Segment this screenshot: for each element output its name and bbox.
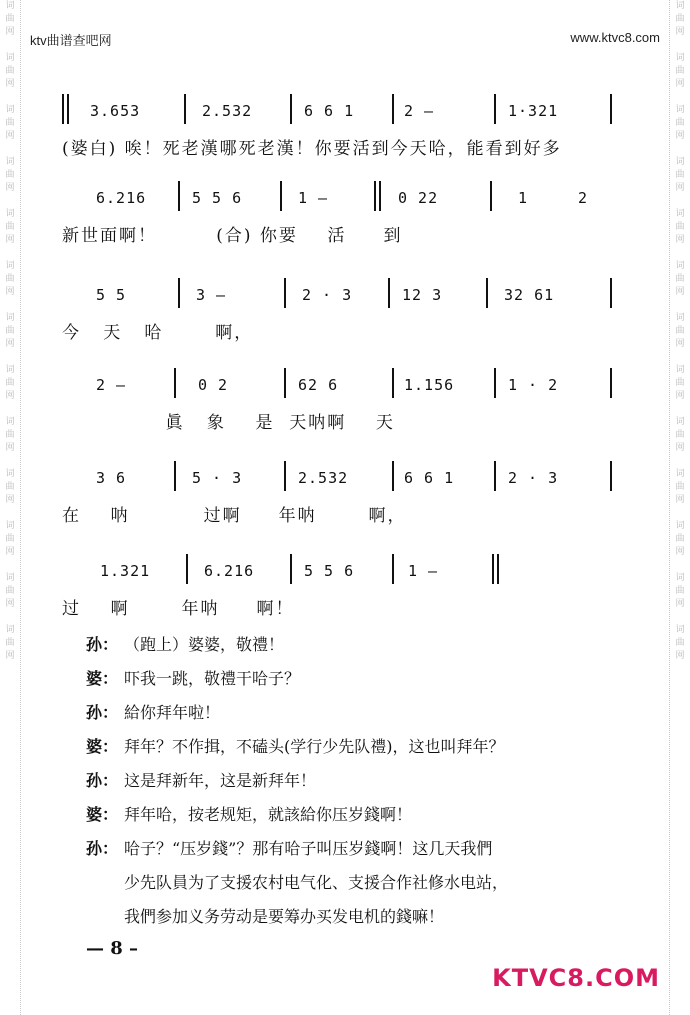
side-mark-glyph: 曲 [5,638,15,648]
side-mark-glyph: 曲 [675,118,685,128]
side-mark-glyph: 网 [5,235,15,245]
side-mark-glyph: 曲 [675,274,685,284]
side-mark-glyph: 网 [5,183,15,193]
measure: 1 [518,189,529,207]
measure: 2 · 3 [508,469,559,487]
side-mark-glyph: 曲 [5,222,15,232]
side-mark-glyph: 曲 [675,430,685,440]
side-mark-glyph: 词 [675,521,685,531]
measure: 5 5 6 [304,562,355,580]
right-margin-watermark [669,0,690,1015]
side-mark-gap [670,559,690,572]
score-line-3 [62,272,622,348]
side-mark-gap [670,247,690,260]
dialogue-line [86,900,646,934]
side-mark-gap [0,39,20,52]
side-mark-gap [670,351,690,364]
side-mark-glyph: 曲 [675,586,685,596]
site-name-left: ktv曲谱查吧网 [30,33,112,48]
measure: 5 · 3 [192,469,243,487]
dialogue-line [86,764,646,798]
side-mark-glyph: 曲 [5,66,15,76]
dialogue-line [86,866,646,900]
side-mark-glyph: 词 [675,469,685,479]
side-mark-gap [670,195,690,208]
side-mark-gap [0,559,20,572]
side-mark-gap [0,195,20,208]
side-mark-glyph: 网 [675,599,685,609]
side-mark-glyph: 词 [675,157,685,167]
speaker: 孙： [86,703,119,722]
side-mark-gap [0,299,20,312]
side-mark-glyph: 曲 [675,14,685,24]
side-mark-glyph: 词 [675,417,685,427]
dialogue-line [86,832,646,866]
line-text: 这是拜新年，这是新拜年！ [124,771,317,790]
side-mark-glyph: 曲 [675,482,685,492]
side-mark-glyph: 网 [5,339,15,349]
side-mark-glyph: 词 [5,157,15,167]
side-mark-glyph: 曲 [5,534,15,544]
side-mark-gap [0,247,20,260]
lyrics-line: 新世面啊！ (合) 你要 活 到 [62,226,403,246]
side-mark-glyph: 词 [5,209,15,219]
side-mark-gap [670,507,690,520]
side-mark-glyph: 网 [5,547,15,557]
dialogue-line [86,628,646,662]
side-mark-gap [0,611,20,624]
speaker: 婆： [86,669,119,688]
measure: 3 — [196,286,227,304]
score-line-6 [62,548,622,624]
side-mark-glyph: 网 [675,443,685,453]
side-mark-glyph: 词 [5,417,15,427]
side-mark-glyph: 词 [675,365,685,375]
side-mark-gap [0,403,20,416]
side-mark-glyph: 曲 [5,274,15,284]
side-mark-glyph: 网 [5,79,15,89]
side-mark-gap [670,143,690,156]
side-mark-glyph: 曲 [5,170,15,180]
speaker: 孙： [86,635,119,654]
side-mark-glyph: 曲 [675,222,685,232]
side-mark-glyph: 词 [675,261,685,271]
side-mark-glyph: 词 [5,625,15,635]
measure: 2.532 [202,102,253,120]
line-text: 拜年哈，按老规矩，就該給你压岁錢啊！ [124,805,413,824]
side-mark-glyph: 词 [675,53,685,63]
line-text: 拜年？不作揖，不磕头(学行少先队禮)，这也叫拜年？ [124,737,505,756]
side-mark-glyph: 曲 [675,638,685,648]
side-mark-glyph: 词 [675,625,685,635]
side-mark-glyph: 曲 [5,118,15,128]
side-mark-glyph: 词 [5,261,15,271]
side-mark-gap [0,143,20,156]
measure: 2.532 [298,469,349,487]
side-mark-glyph: 网 [675,391,685,401]
speaker: 孙： [86,839,119,858]
score-line-2 [62,175,622,251]
lyrics-line: 在 呐 过啊 年呐 啊， [62,506,407,526]
side-mark-gap [670,39,690,52]
side-mark-glyph: 网 [675,495,685,505]
page-number: — 8 – [86,938,139,959]
lyrics-line: (婆白) 唉！死老漢哪死老漢！你要活到今天哈，能看到好多 [62,139,562,159]
side-mark-glyph: 网 [675,339,685,349]
side-mark-glyph: 网 [5,443,15,453]
side-mark-glyph: 词 [5,469,15,479]
side-mark-glyph: 曲 [5,430,15,440]
side-mark-glyph: 网 [5,599,15,609]
measure: 1·321 [508,102,559,120]
side-mark-glyph: 词 [5,105,15,115]
side-mark-glyph: 曲 [675,534,685,544]
score-line-1 [62,88,622,164]
side-mark-glyph: 词 [675,1,685,11]
side-mark-glyph: 词 [5,53,15,63]
side-mark-gap [670,663,690,676]
side-mark-glyph: 词 [675,573,685,583]
side-mark-glyph: 曲 [5,482,15,492]
lyrics-line: 眞 象 是 天呐啊 天 [62,413,395,433]
measure: 32 61 [504,286,555,304]
side-mark-glyph: 曲 [675,66,685,76]
measure: 3 6 [96,469,127,487]
measure: 6 6 1 [304,102,355,120]
site-url-right: www.ktvc8.com [570,30,660,45]
measure: 0 22 [398,189,439,207]
lyrics-line: 今 天 哈 啊， [62,323,254,343]
line-text: 少先队員为了支援农村电气化、支援合作社修水电站， [124,873,509,892]
measure: 3.653 [90,102,141,120]
side-mark-gap [0,351,20,364]
side-mark-glyph: 曲 [675,170,685,180]
speaker: 婆： [86,737,119,756]
side-mark-glyph: 词 [675,313,685,323]
speaker [86,900,124,934]
watermark-logo: KTVC8.COM [492,964,660,992]
side-mark-gap [670,611,690,624]
dialogue-line [86,696,646,730]
measure: 5 5 [96,286,127,304]
speaker: 孙： [86,771,119,790]
lyrics-line: 过 啊 年呐 啊！ [62,599,295,619]
side-mark-glyph: 曲 [5,586,15,596]
line-text: 我們参加义务劳动是要筹办买发电机的錢嘛！ [124,907,445,926]
side-mark-glyph: 词 [675,105,685,115]
measure: 1 — [298,189,329,207]
side-mark-gap [670,299,690,312]
score-line-4 [62,362,622,438]
side-mark-gap [0,507,20,520]
score-line-5 [62,455,622,531]
measure: 62 6 [298,376,339,394]
measure: 2 — [404,102,435,120]
line-text: 吓我一跳，敬禮干哈子？ [124,669,301,688]
side-mark-glyph: 曲 [5,326,15,336]
side-mark-glyph: 词 [675,209,685,219]
line-text: （跑上）婆婆，敬禮！ [124,635,285,654]
measure: 2 — [96,376,127,394]
side-mark-gap [0,455,20,468]
measure: 6.216 [204,562,255,580]
side-mark-glyph: 词 [5,1,15,11]
line-text: 給你拜年啦！ [124,703,221,722]
side-mark-glyph: 网 [675,235,685,245]
side-mark-glyph: 词 [5,573,15,583]
measure: 2 · 3 [302,286,353,304]
side-mark-gap [670,455,690,468]
side-mark-gap [670,403,690,416]
side-mark-glyph: 网 [675,651,685,661]
side-mark-glyph: 曲 [5,378,15,388]
side-mark-glyph: 网 [5,131,15,141]
measure: 1.156 [404,376,455,394]
side-mark-glyph: 网 [5,391,15,401]
measure: 6.216 [96,189,147,207]
speaker [86,866,124,900]
measure: 12 3 [402,286,443,304]
side-mark-glyph: 曲 [675,326,685,336]
side-mark-glyph: 网 [5,495,15,505]
speaker: 婆： [86,805,119,824]
side-mark-glyph: 网 [675,79,685,89]
side-mark-glyph: 曲 [5,14,15,24]
side-mark-gap [670,91,690,104]
side-mark-glyph: 词 [5,521,15,531]
dialogue-block [86,628,646,934]
side-mark-glyph: 网 [5,27,15,37]
side-mark-glyph: 词 [5,365,15,375]
side-mark-glyph: 网 [675,547,685,557]
side-mark-glyph: 网 [5,287,15,297]
dialogue-line [86,730,646,764]
left-margin-watermark [0,0,21,1015]
dialogue-line [86,798,646,832]
side-mark-glyph: 曲 [675,378,685,388]
line-text: 哈子？“压岁錢”？那有哈子叫压岁錢啊！这几天我們 [124,839,493,858]
measure: 2 [578,189,589,207]
side-mark-glyph: 词 [5,313,15,323]
side-mark-gap [0,663,20,676]
measure: 1 — [408,562,439,580]
side-mark-glyph: 网 [675,131,685,141]
side-mark-glyph: 网 [675,183,685,193]
measure: 6 6 1 [404,469,455,487]
side-mark-glyph: 网 [675,287,685,297]
dialogue-line [86,662,646,696]
measure: 1 · 2 [508,376,559,394]
measure: 0 2 [198,376,229,394]
side-mark-glyph: 网 [675,27,685,37]
measure: 1.321 [100,562,151,580]
side-mark-glyph: 网 [5,651,15,661]
side-mark-gap [0,91,20,104]
measure: 5 5 6 [192,189,243,207]
